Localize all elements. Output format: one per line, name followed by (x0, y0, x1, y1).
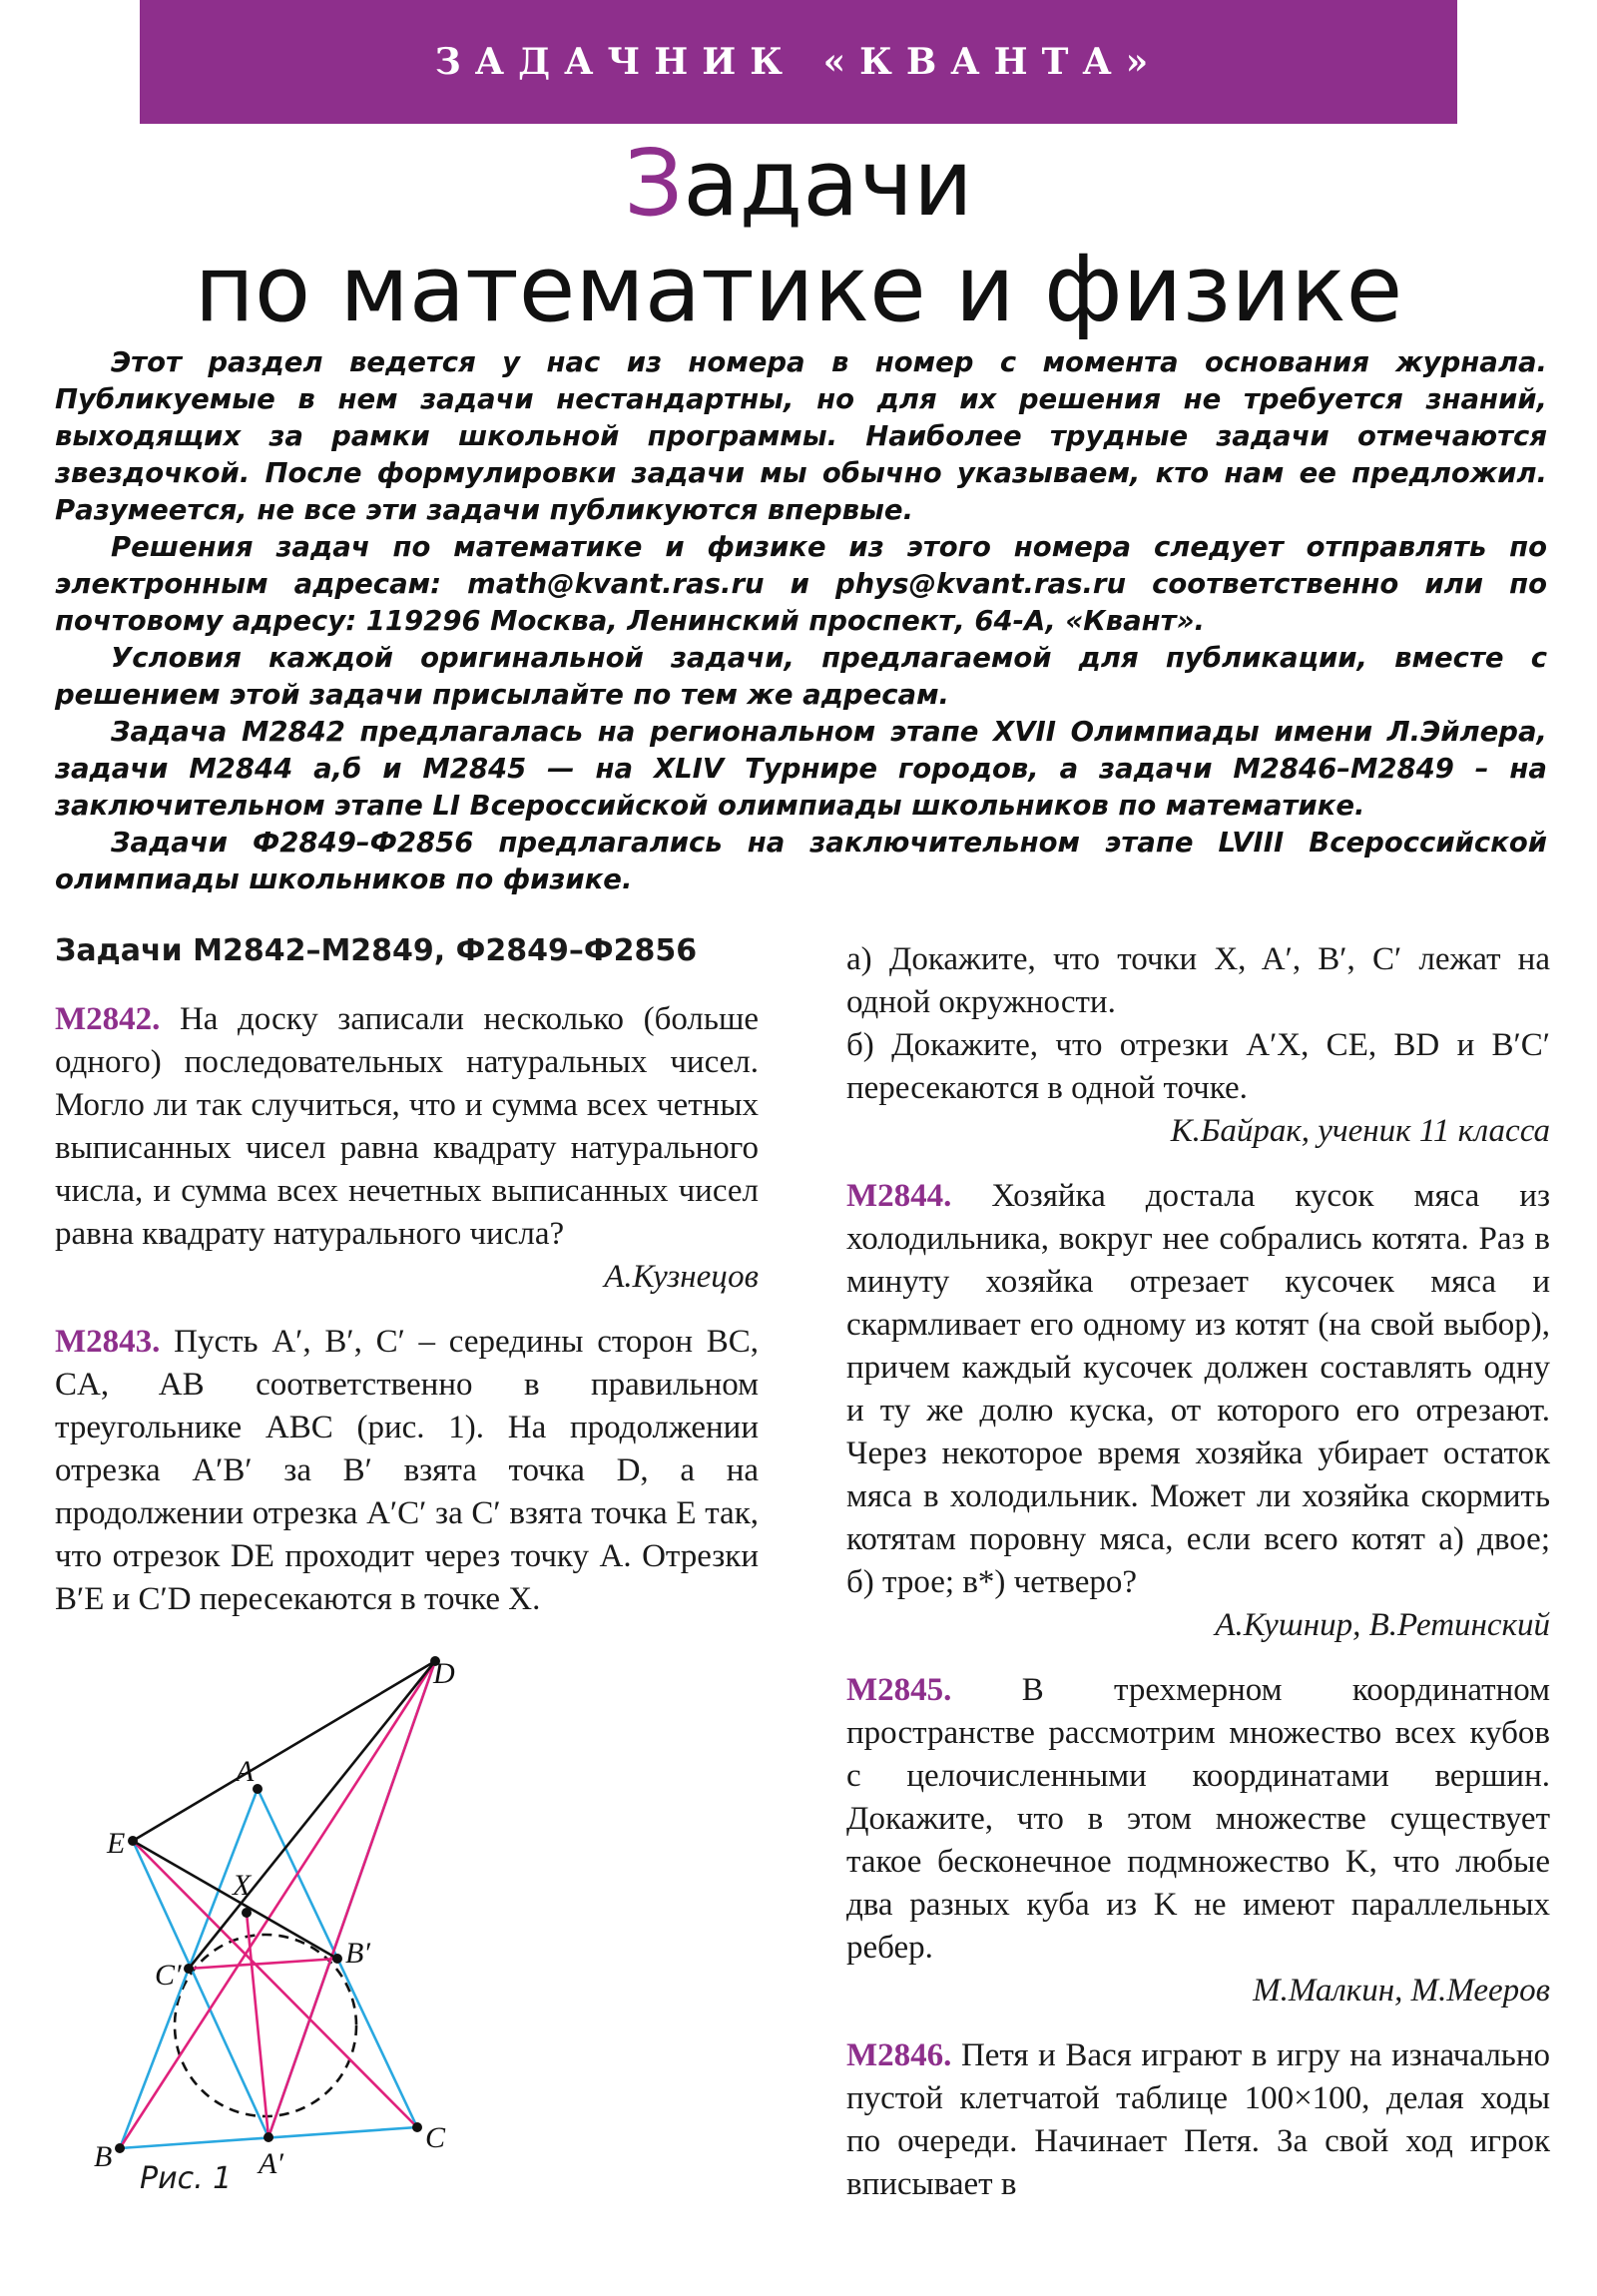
page-title-line2: по математике и физике (194, 236, 1403, 342)
problem-text: Пусть A′, B′, C′ – середины сторон BC, CA, AB соответственно в правильном треугольнике ABC (рис. 1). На продолжении отрезка A′B′ за B′ взята точка D, а на продолжении отрезка A′C′ за C′ взята точка E так, что отрезок DE проходит через точку A. Отрезки B′E и C′D пересекаются в точке X. (55, 1324, 759, 1617)
problem-text: В трехмерном координатном пространстве рассмотрим множество всех кубов с целочисленными координатами вершин. Докажите, что в этом множестве существует такое бесконечное подмножество K, что любые два разных куба из K не имеют параллельных ребер. (846, 1672, 1550, 1966)
line-a1-d-magenta (268, 1661, 435, 2137)
section-heading: Задачи М2842–М2849, Ф2849–Ф2856 (55, 933, 698, 968)
problem-part-b: б) Докажите, что отрезки A′X, CE, BD и B′C′ пересекаются в одной точке. (846, 1027, 1550, 1106)
problem-id: М2842. (55, 1001, 161, 1037)
title-initial: З (624, 130, 684, 237)
intro-paragraph: Этот раздел ведется у нас из номера в номер с момента основания журнала. Публикуемые в нем задачи нестандартны, но для их решения не требуется знаний, выходящих за рамки школьной программы. Наиболее трудные задачи отмечаются звездочкой. После формулировки задачи мы обычно указываем, кто нам ее предложил. Разумеется, не все эти задачи публикуются впервые. (55, 346, 1547, 526)
point-label-a: A (236, 1755, 255, 1788)
intro-text (55, 344, 1547, 898)
title-rest: адачи (683, 130, 973, 237)
problem-m2844 (846, 1175, 1550, 1604)
problem-id: М2843. (55, 1324, 161, 1360)
left-column (55, 998, 759, 1621)
problem-m2842 (55, 998, 759, 1256)
point-c1 (184, 1964, 194, 1974)
intro-paragraph: Условия каждой оригинальной задачи, предлагаемой для публикации, вместе с решением этой задачи присылайте по тем же адресам. (55, 642, 1547, 711)
problem-m2846 (846, 2034, 1550, 2206)
problem-id: М2846. (846, 2037, 952, 2073)
right-column (846, 938, 1550, 2206)
point-label-b1: B′ (345, 1937, 370, 1970)
figure-caption: Рис. 1 (140, 2161, 233, 2196)
problem-text: На доску записали несколько (больше одного) последовательных натуральных чисел. Могло ли так случиться, что и сумма всех четных выписанных чисел равна квадрату натурального числа, и сумма всех нечетных выписанных чисел равна квадрату натурального числа? (55, 1001, 760, 1252)
problem-author: А.Кушнир, В.Ретинский (1215, 1607, 1550, 1643)
line-a1-x (247, 1913, 268, 2137)
point-label-e: E (107, 1827, 126, 1860)
problem-m2845 (846, 1669, 1550, 1970)
figure-1 (94, 1657, 689, 2186)
point-x (242, 1908, 252, 1918)
problem-text: Хозяйка достала кусок мяса из холодильника, вокруг нее собрались котята. Раз в минуту хозяйка отрезает кусочек мяса и скармливает его одному из котят (на свой выбор), причем каждый кусочек должен составлять одну и ту же долю куска, от которого его отрезают. Через некоторое время хозяйка убирает остаток мяса в холодильник. Может ли хозяйка скормить котятам поровну мяса, если всего котят а) двое; б) трое; в*) четверо? (846, 1178, 1550, 1600)
problem-author: М.Малкин, М.Мееров (1253, 1973, 1550, 2009)
line-b1-c1 (189, 1959, 337, 1969)
point-a1 (264, 2132, 273, 2142)
section-banner: ЗАДАЧНИК «КВАНТА» (140, 0, 1457, 124)
point-label-x: X (233, 1869, 252, 1902)
point-c (412, 2122, 422, 2132)
problem-m2843 (55, 1321, 759, 1621)
problem-id: М2844. (846, 1178, 952, 1214)
page-title (0, 130, 1597, 237)
point-label-c: C (425, 2121, 446, 2154)
point-a (253, 1784, 263, 1794)
point-label-b: B (94, 2140, 113, 2173)
point-e (128, 1836, 138, 1846)
point-label-c1: C′ (155, 1959, 182, 1992)
point-label-d: D (433, 1657, 455, 1690)
intro-paragraph: Задачи Ф2849–Ф2856 предлагались на заключительном этапе LVIII Всероссийской олимпиады школьников по физике. (55, 827, 1547, 895)
line-c1-d (189, 1661, 435, 1969)
problem-id: М2845. (846, 1672, 952, 1708)
problem-author: А.Кузнецов (604, 1259, 759, 1295)
point-b (115, 2143, 125, 2153)
point-label-a1: A′ (259, 2147, 283, 2180)
intro-paragraph: Задача М2842 предлагалась на региональном этапе XVII Олимпиады имени Л.Эйлера, задачи М2844 а,б и М2845 — на XLIV Турнире городов, а задачи М2846–М2849 – на заключительном этапе LI Всероссийской олимпиады школьников по математике. (55, 716, 1547, 822)
problem-part-a: а) Докажите, что точки X, A′, B′, C′ лежат на одной окружности. (846, 941, 1550, 1020)
line-e-d (133, 1661, 435, 1841)
problem-text: Петя и Вася играют в игру на изначально пустой клетчатой таблице 100×100, делая ходы по очереди. Начинает Петя. За свой ход игрок вписывает в (846, 2037, 1551, 2202)
point-b1 (332, 1954, 342, 1964)
intro-paragraph: Решения задач по математике и физике из этого номера следует отправлять по электронным адресам: math@kvant.ras.ru и phys@kvant.ras.ru соответственно или по почтовому адресу: 119296 Москва, Ленинский проспект, 64-А, «Квант». (55, 531, 1547, 637)
line-b-d (120, 1661, 435, 2148)
problem-author: К.Байрак, ученик 11 класса (1170, 1113, 1550, 1149)
